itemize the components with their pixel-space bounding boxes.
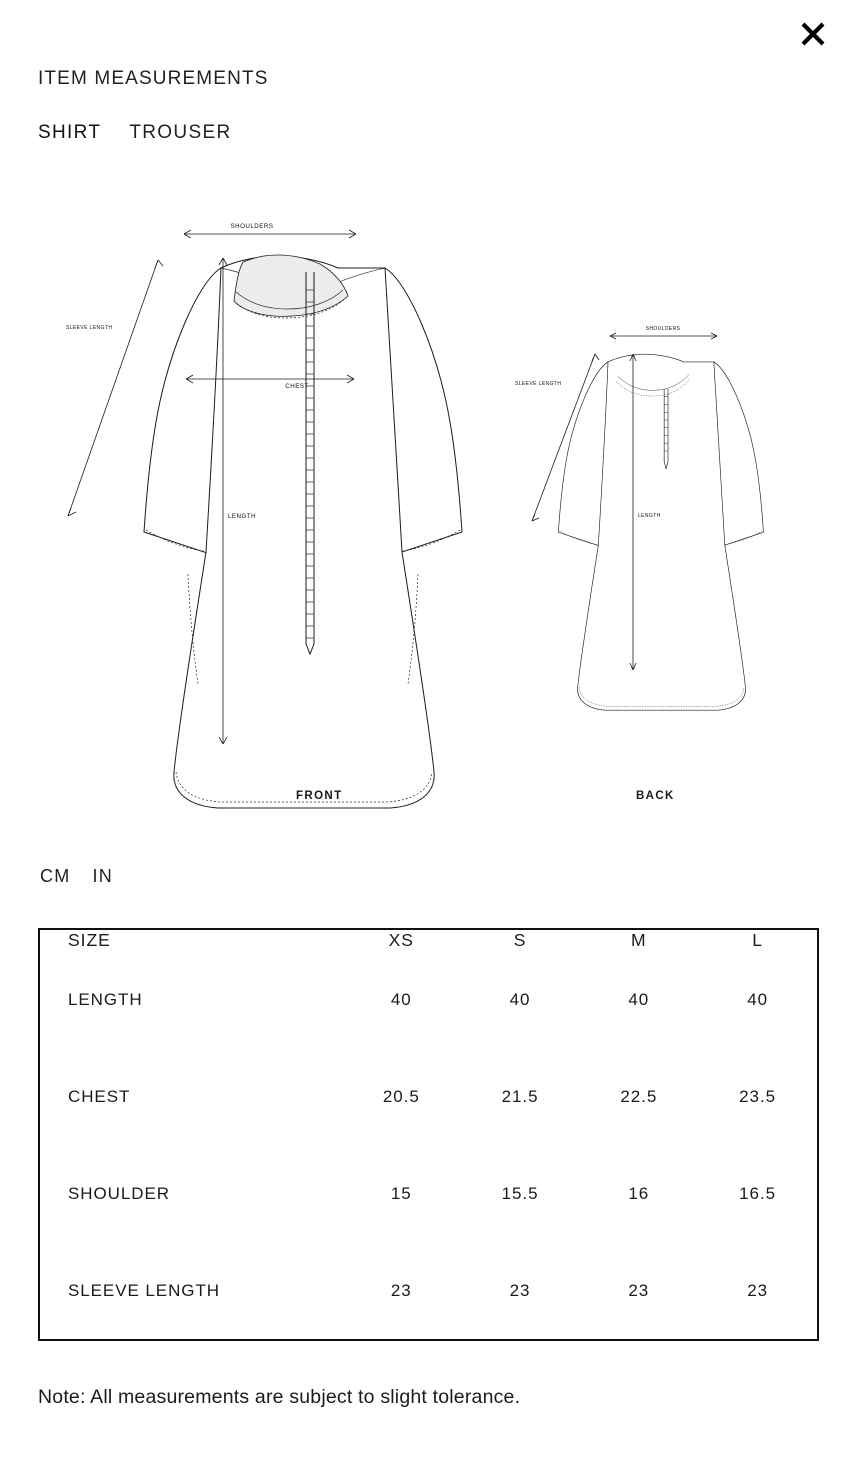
cell-length-l: 40 (747, 989, 768, 1009)
table-row (40, 951, 817, 1048)
cell-sleeve-l: 23 (747, 1280, 768, 1300)
cell-shoulder-l: 16.5 (739, 1183, 776, 1203)
table-row (40, 1242, 817, 1339)
cell-chest-s: 21.5 (501, 1086, 539, 1106)
row-label-length: LENGTH (68, 989, 143, 1009)
column-header-s: S (513, 930, 527, 950)
dim-front-sleeve-length: SLEEVE LENGTH (66, 325, 113, 331)
column-header-l: L (752, 930, 763, 950)
table-header-row (40, 930, 817, 951)
column-header-xs: XS (388, 930, 414, 950)
unit-in[interactable]: IN (92, 866, 114, 886)
back-view-illustration (558, 354, 763, 710)
unit-cm[interactable]: CM (40, 866, 71, 886)
size-chart-table (38, 928, 819, 1341)
cell-sleeve-xs: 23 (390, 1280, 412, 1300)
cell-shoulder-m: 16 (628, 1183, 650, 1203)
column-header-size: SIZE (68, 930, 111, 950)
front-view-illustration (144, 255, 462, 808)
row-label-sleeve-length: SLEEVE LENGTH (68, 1280, 220, 1300)
dim-back-sleeve-length: SLEEVE LENGTH (515, 381, 562, 387)
cell-length-s: 40 (509, 989, 531, 1009)
close-icon (799, 20, 827, 48)
cell-length-m: 40 (628, 989, 650, 1009)
table-row (40, 1145, 817, 1242)
cell-sleeve-m: 23 (628, 1280, 650, 1300)
measurement-diagram (38, 172, 819, 832)
column-header-m: M (631, 930, 647, 950)
table-row (40, 1048, 817, 1145)
page-title: ITEM MEASUREMENTS (38, 68, 269, 89)
cell-chest-m: 22.5 (620, 1086, 658, 1106)
unit-toggle (40, 866, 113, 887)
cell-sleeve-s: 23 (509, 1280, 531, 1300)
tab-trouser[interactable]: TROUSER (129, 122, 232, 143)
cell-length-xs: 40 (390, 989, 412, 1009)
garment-tabs (38, 122, 232, 144)
dim-front-shoulders: SHOULDERS (230, 223, 274, 230)
front-view-label: FRONT (296, 790, 343, 802)
cell-shoulder-xs: 15 (390, 1183, 412, 1203)
cell-chest-l: 23.5 (739, 1086, 776, 1106)
cell-chest-xs: 20.5 (382, 1086, 420, 1106)
tolerance-note: Note: All measurements are subject to slight tolerance. (38, 1386, 521, 1408)
dim-front-length: LENGTH (228, 513, 257, 520)
dim-front-chest: CHEST (285, 383, 309, 390)
row-label-shoulder: SHOULDER (68, 1183, 170, 1203)
back-view-label: BACK (636, 790, 675, 802)
dim-back-shoulders: SHOULDERS (645, 326, 681, 332)
dim-back-length: LENGTH (638, 513, 661, 519)
cell-shoulder-s: 15.5 (501, 1183, 539, 1203)
row-label-chest: CHEST (68, 1086, 131, 1106)
close-button[interactable] (793, 14, 833, 54)
tab-shirt[interactable]: SHIRT (38, 122, 102, 143)
